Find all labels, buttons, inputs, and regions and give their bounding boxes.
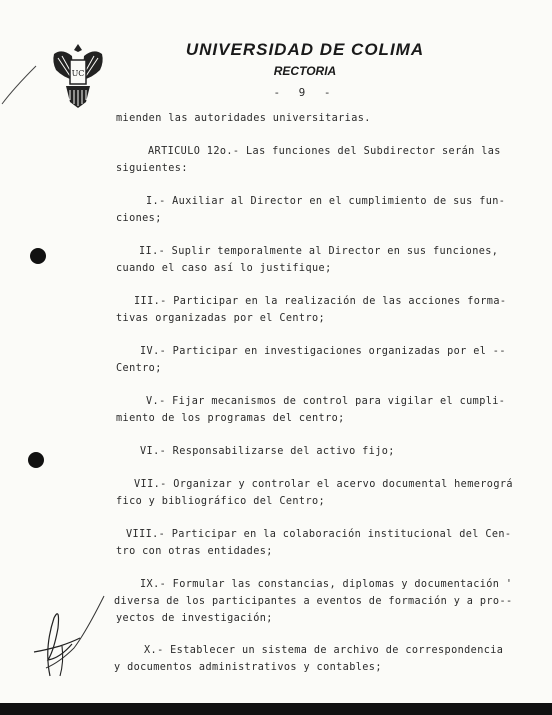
text-line: VI.- Responsabilizarse del activo fijo;	[140, 446, 395, 457]
text-line: ciones;	[116, 213, 162, 224]
page-number: - 9 -	[273, 86, 337, 99]
stray-pen-stroke	[0, 58, 40, 108]
university-seal-logo	[48, 40, 108, 110]
text-line: tivas organizadas por el Centro;	[116, 313, 326, 324]
text-line: IX.- Formular las constancias, diplomas y documentación '	[140, 579, 513, 590]
text-line: Centro;	[116, 363, 162, 374]
text-line: II.- Suplir temporalmente al Director en sus funciones,	[139, 246, 499, 257]
punch-hole-upper	[30, 248, 46, 264]
text-line: VII.- Organizar y controlar el acervo documental hemerográ	[134, 479, 513, 490]
text-line: X.- Establecer un sistema de archivo de correspondencia	[144, 645, 504, 656]
text-line: mienden las autoridades universitarias.	[116, 113, 371, 124]
text-line: diversa de los participantes a eventos de formación y a pro--	[114, 596, 513, 607]
text-line: fico y bibliográfico del Centro;	[116, 496, 326, 507]
text-line: y documentos administrativos y contables;	[114, 662, 382, 673]
text-line: siguientes:	[116, 163, 188, 174]
punch-hole-lower	[28, 452, 44, 468]
university-name-heading: UNIVERSIDAD DE COLIMA	[185, 40, 425, 59]
svg-text:UC: UC	[71, 69, 85, 78]
text-line: V.- Fijar mecanismos de control para vigilar el cumpli-	[146, 396, 506, 407]
text-line: VIII.- Participar en la colaboración institucional del Cen-	[126, 529, 512, 540]
scan-bottom-edge	[0, 703, 552, 715]
text-line: yectos de investigación;	[116, 613, 273, 624]
text-line: III.- Participar en la realización de las acciones forma-	[134, 296, 507, 307]
handwritten-initials-signature	[20, 588, 110, 684]
text-line: IV.- Participar en investigaciones organizadas por el --	[140, 346, 506, 357]
text-line: I.- Auxiliar al Director en el cumplimiento de sus fun-	[146, 196, 506, 207]
text-line: ARTICULO 12o.- Las funciones del Subdirector serán las	[148, 146, 501, 157]
text-line: cuando el caso así lo justifique;	[116, 263, 332, 274]
rectoria-subheading: RECTORIA	[273, 64, 337, 78]
text-line: tro con otras entidades;	[116, 546, 273, 557]
text-line: miento de los programas del centro;	[116, 413, 345, 424]
